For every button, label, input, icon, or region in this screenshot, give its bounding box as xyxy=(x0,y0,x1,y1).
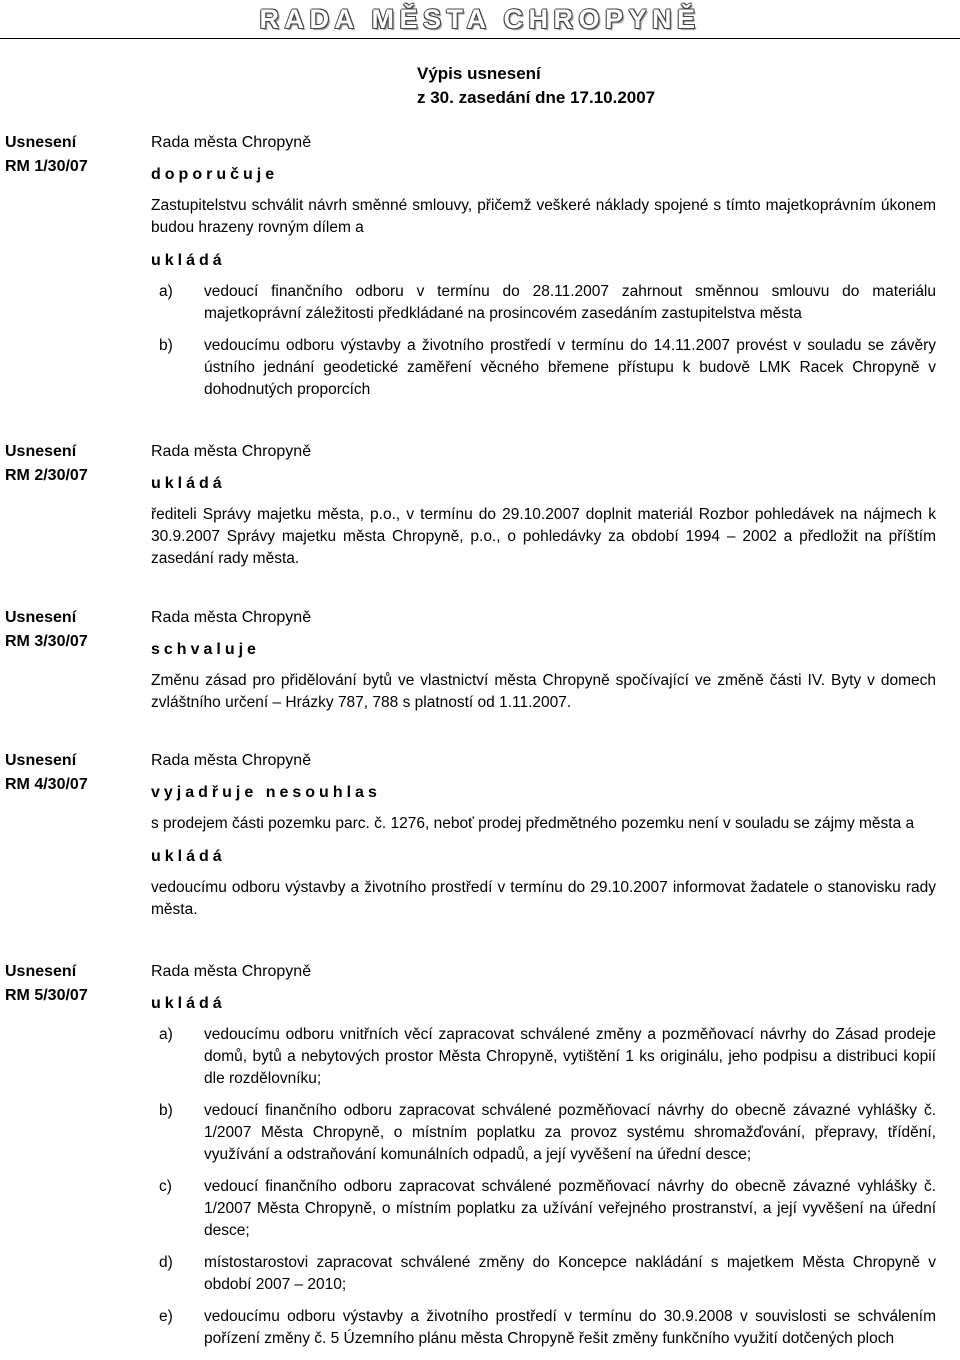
list-item xyxy=(151,1024,936,1090)
item-text: vedoucímu odboru vnitřních věcí zapracovat schválené změny a pozměňovací návrhy do Zásad prodeje domů, bytů a nebytových prostor Města Chropyně, vytištění 1 ks originálu, jeho podpisu a distribuci kopií dle rozdělovníku; xyxy=(204,1026,936,1087)
item-letter: e) xyxy=(159,1308,173,1325)
resolution-text: řediteli Správy majetku města, p.o., v termínu do 29.10.2007 doplnit materiál Rozbor pohledávek na nájmech k 30.9.2007 Správy majetku města Chropyně, p.o., o pohledávky za období 1994 – 2002 a předložit na příštím zasedání rady města. xyxy=(151,506,936,567)
list-item xyxy=(151,1100,936,1166)
resolution-verb: ukládá xyxy=(151,252,226,269)
item-letter: a) xyxy=(159,283,173,300)
resolution-body xyxy=(151,960,936,1360)
resolution-body xyxy=(151,131,936,411)
resolution-body xyxy=(151,440,936,580)
council-name: Rada města Chropyně xyxy=(151,963,312,980)
resolution-verb: ukládá xyxy=(151,995,226,1012)
resolution-text: Změnu zásad pro přidělování bytů ve vlastnictví města Chropyně spočívající ve změně části IV. Byty v domech zvláštního určení – Hrázky 787, 788 s platností od 1.11.2007. xyxy=(151,672,936,711)
list-item xyxy=(151,335,936,401)
item-letter: c) xyxy=(159,1178,172,1195)
resolution-verb: schvaluje xyxy=(151,641,260,658)
resolution-label-title: Usnesení xyxy=(5,752,77,769)
list-item xyxy=(151,1306,936,1350)
document-heading xyxy=(417,62,655,110)
resolution-verb: ukládá xyxy=(151,848,226,865)
resolution-text: vedoucímu odboru výstavby a životního prostředí v termínu do 29.10.2007 informovat žadatele o stanovisku rady města. xyxy=(151,879,936,918)
session-date: z 30. zasedání dne 17.10.2007 xyxy=(417,88,656,107)
item-text: vedoucímu odboru výstavby a životního prostředí v termínu do 14.11.2007 provést v souladu se závěry ústního jednání geodetické zaměření věcného břemene přístupu k budově LMK Racek Chropyně v dohodnutých proporcích xyxy=(204,337,936,398)
resolution-verb: vyjadřuje nesouhlas xyxy=(151,784,381,801)
resolution-label xyxy=(5,131,125,179)
item-letter: d) xyxy=(159,1254,173,1271)
resolution-text: Zastupitelstvu schválit návrh směnné smlouvy, přičemž veškeré náklady spojené s tímto majetkoprávním úkonem budou hrazeny rovným dílem a xyxy=(151,197,936,236)
resolution-number: RM 5/30/07 xyxy=(5,987,88,1004)
resolution-verb: doporučuje xyxy=(151,166,279,183)
page-title: RADA MĚSTA CHROPYNĚ xyxy=(0,0,960,39)
resolution-label xyxy=(5,440,125,488)
resolution-body xyxy=(151,606,936,724)
item-text: vedoucí finančního odboru zapracovat schválené pozměňovací návrhy do obecně závazné vyhlášky č. 1/2007 Města Chropyně, o místním poplatku za užívání veřejného prostranství, a její vyvěšení na úřední desce; xyxy=(204,1178,936,1239)
resolution-label xyxy=(5,960,125,1008)
item-text: vedoucí finančního odboru v termínu do 28.11.2007 zahrnout směnnou smlouvu do materiálu majetkoprávní záležitosti předkládané na prosincovém zasedáním zastupitelstva města xyxy=(204,283,936,322)
item-text: místostarostovi zapracovat schválené změny do Koncepce nakládání s majetkem Města Chropyně v období 2007 – 2010; xyxy=(204,1254,936,1293)
list-item xyxy=(151,1252,936,1296)
resolution-label-title: Usnesení xyxy=(5,609,77,626)
resolution-text: s prodejem části pozemku parc. č. 1276, neboť prodej předmětného pozemku není v souladu se zájmy města a xyxy=(151,815,915,832)
resolution-number: RM 1/30/07 xyxy=(5,158,88,175)
item-letter: b) xyxy=(159,337,173,354)
council-name: Rada města Chropyně xyxy=(151,443,312,460)
item-letter: b) xyxy=(159,1102,173,1119)
resolution-label xyxy=(5,749,125,797)
document-subtitle: Výpis usnesení xyxy=(417,64,541,83)
resolution-label xyxy=(5,606,125,654)
list-item xyxy=(151,1176,936,1242)
resolution-verb: ukládá xyxy=(151,475,226,492)
item-text: vedoucímu odboru výstavby a životního prostředí v termínu do 30.9.2008 v souvislosti se schválením pořízení změny č. 5 Územního plánu města Chropyně řešit změny funkčního využití dotčených ploch xyxy=(204,1308,936,1347)
resolution-number: RM 3/30/07 xyxy=(5,633,88,650)
council-name: Rada města Chropyně xyxy=(151,752,312,769)
item-letter: a) xyxy=(159,1026,173,1043)
council-name: Rada města Chropyně xyxy=(151,134,312,151)
list-item xyxy=(151,281,936,325)
resolution-label-title: Usnesení xyxy=(5,443,77,460)
item-text: vedoucí finančního odboru zapracovat schválené pozměňovací návrhy do obecně závazné vyhlášky č. 1/2007 Města Chropyně, o místním poplatku za provoz systému shromažďování, přepravy, třídění, využívání a odstraňování komunálních odpadů, a její vyvěšení na úřední desce; xyxy=(204,1102,936,1163)
resolution-label-title: Usnesení xyxy=(5,963,77,980)
resolution-label-title: Usnesení xyxy=(5,134,77,151)
council-name: Rada města Chropyně xyxy=(151,609,312,626)
resolution-number: RM 4/30/07 xyxy=(5,776,88,793)
resolution-body xyxy=(151,749,936,931)
resolution-number: RM 2/30/07 xyxy=(5,467,88,484)
